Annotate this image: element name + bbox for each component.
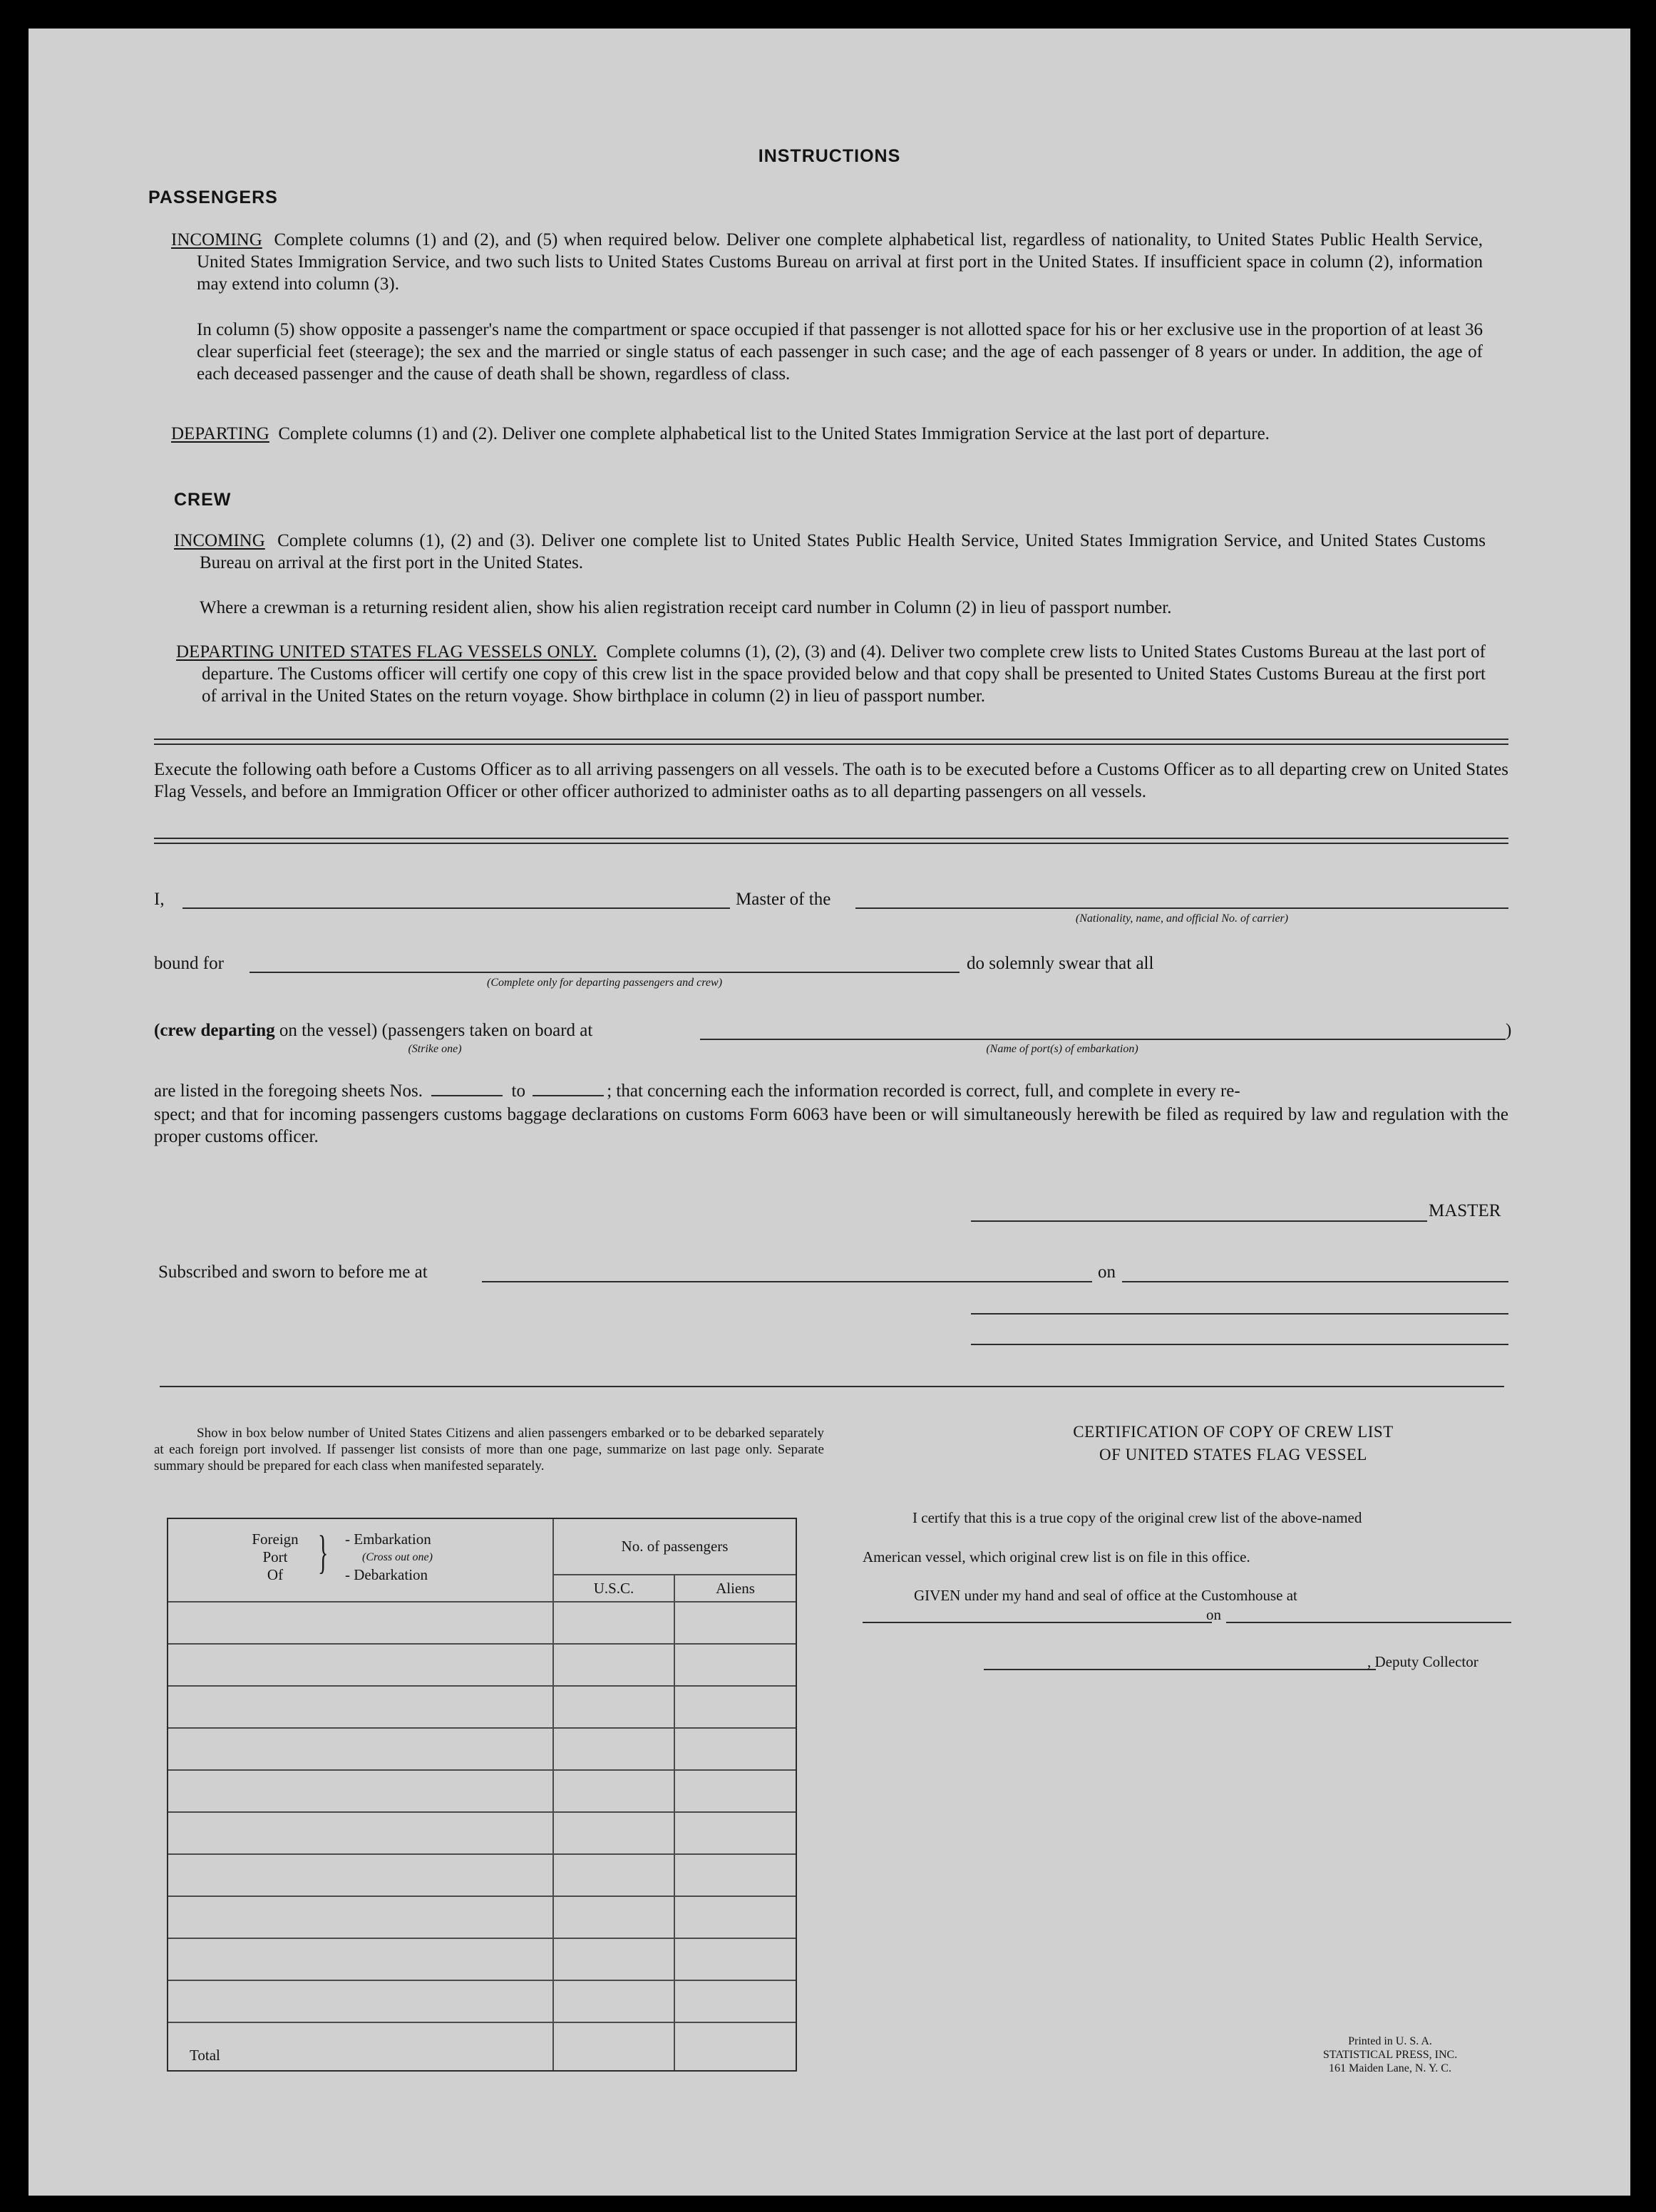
listed-line: [154, 1081, 1508, 1101]
total-usc-cell[interactable]: [553, 2022, 674, 2070]
port-caption: (Name of port(s) of embarkation): [986, 1043, 1138, 1055]
crew-incoming-label: INCOMING: [174, 531, 265, 550]
debarkation-option[interactable]: - Debarkation: [345, 1566, 428, 1583]
crew-departing-text: Complete columns (1), (2), (3) and (4). Deliver two complete crew lists to United States Customs Bureau at the last port of departure. The Customs officer will certify one copy of this crew list in the space provided below and that copy shall be presented to United States Customs Bureau at the first port of arrival in the United States on the return voyage. Show birthplace in column (2) in lieu of passport number.: [202, 642, 1486, 706]
summary-usc-cell[interactable]: [553, 1686, 674, 1728]
total-aliens-cell[interactable]: [674, 2022, 796, 2070]
summary-aliens-cell[interactable]: [674, 1980, 796, 2022]
summary-aliens-cell[interactable]: [674, 1602, 796, 1644]
close-paren: ): [1506, 1021, 1512, 1040]
deputy-collector-label: , Deputy Collector: [1367, 1653, 1478, 1670]
usc-header: U.S.C.: [553, 1575, 674, 1602]
double-rule-bottom: [154, 838, 1508, 844]
certify-line1: I certify that this is a true copy of the original crew list of the above-named: [912, 1509, 1362, 1526]
no-passengers-header: No. of passengers: [553, 1519, 796, 1575]
passengers-departing-text: Complete columns (1) and (2). Deliver one complete alphabetical list to the United States Immigration Service at the last port of departure.: [278, 424, 1270, 443]
summary-port-cell[interactable]: [168, 1686, 553, 1728]
oath-i-label: I,: [154, 890, 165, 909]
summary-port-cell[interactable]: [168, 1812, 553, 1854]
bound-caption: (Complete only for departing passengers and crew): [486, 977, 723, 989]
summary-port-cell[interactable]: [168, 1644, 553, 1686]
summary-aliens-cell[interactable]: [674, 1770, 796, 1812]
certification-on-label: on: [1206, 1606, 1221, 1623]
bound-for-label: bound for: [154, 954, 224, 973]
summary-usc-cell[interactable]: [553, 1854, 674, 1896]
summary-table: [168, 1519, 796, 2070]
master-name-field[interactable]: [182, 907, 730, 909]
certification-title-line1: CERTIFICATION OF COPY OF CREW LIST: [1073, 1423, 1394, 1441]
summary-port-cell[interactable]: [168, 1896, 553, 1938]
crew-heading: CREW: [174, 490, 232, 510]
passengers-incoming-paragraph: [171, 229, 1483, 295]
oath-intro: Execute the following oath before a Customs Officer as to all arriving passengers on all vessels. The oath is to be executed before a Customs Officer as to all departing crew on United States Flag Vessels, and before an Immigration Officer or other officer authorized to administer oaths as to all departing passengers on all vessels.: [154, 760, 1508, 801]
passengers-departing-label: DEPARTING: [171, 424, 269, 443]
summary-box: [167, 1518, 797, 2072]
summary-aliens-cell[interactable]: [674, 1854, 796, 1896]
carrier-field[interactable]: [855, 907, 1508, 909]
printer-line2: STATISTICAL PRESS, INC.: [1322, 2049, 1458, 2061]
port-label: Port: [262, 1548, 288, 1565]
summary-aliens-cell[interactable]: [674, 1686, 796, 1728]
deputy-signature-field[interactable]: [984, 1669, 1376, 1670]
master-label: MASTER: [1429, 1201, 1501, 1220]
foreign-label: Foreign: [252, 1531, 299, 1548]
aliens-header: Aliens: [674, 1575, 796, 1602]
summary-port-cell[interactable]: [168, 1728, 553, 1770]
subscribed-on-label: on: [1098, 1262, 1116, 1282]
summary-usc-cell[interactable]: [553, 1812, 674, 1854]
summary-instructions: Show in box below number of United States Citizens and alien passengers embarked or to be debarked separately at each foreign port involved. If passenger list consists of more than one page, summarize on last page only. Separate summary should be prepared for each class when manifested separately.: [154, 1426, 824, 1473]
officer-signature-field[interactable]: [971, 1313, 1508, 1315]
certification-title-line2: OF UNITED STATES FLAG VESSEL: [1099, 1446, 1367, 1463]
certification-date-field[interactable]: [1226, 1622, 1511, 1623]
summary-port-cell[interactable]: [168, 1938, 553, 1980]
sheet-to-field[interactable]: [533, 1082, 604, 1096]
summary-usc-cell[interactable]: [553, 1980, 674, 2022]
summary-aliens-cell[interactable]: [674, 1938, 796, 1980]
crew-departing-paragraph: [176, 641, 1486, 707]
summary-usc-cell[interactable]: [553, 1644, 674, 1686]
summary-port-cell[interactable]: [168, 1770, 553, 1812]
carrier-caption: (Nationality, name, and official No. of carrier): [1075, 912, 1289, 925]
passengers-taken-option[interactable]: (passengers taken on board at: [381, 1021, 593, 1040]
passengers-departing-paragraph: [171, 423, 1483, 445]
listed-pre-text: are listed in the foregoing sheets Nos.: [154, 1081, 423, 1101]
summary-port-cell[interactable]: [168, 1854, 553, 1896]
listed-rest-text: spect; and that for incoming passengers customs baggage declarations on customs Form 6063 have been or will simultaneously herewith be filed as required by law and regulation with the proper customs officer.: [154, 1105, 1508, 1146]
certification-title: [970, 1421, 1497, 1466]
summary-aliens-cell[interactable]: [674, 1812, 796, 1854]
double-rule-top: [154, 739, 1508, 745]
brace-glyph: }: [318, 1526, 329, 1578]
passengers-incoming-label: INCOMING: [171, 230, 262, 250]
printer-line1: Printed in U. S. A.: [1348, 2035, 1432, 2047]
crew-departing-label: DEPARTING UNITED STATES FLAG VESSELS ONLY.: [176, 642, 597, 662]
summary-usc-cell[interactable]: [553, 1728, 674, 1770]
summary-port-cell[interactable]: [168, 1980, 553, 2022]
section-separator: [160, 1386, 1504, 1387]
crew-incoming-text: Complete columns (1), (2) and (3). Deliver one complete list to United States Public Health Service, United States Immigration Service, and United States Customs Bureau on arrival at the first port in the United States.: [200, 531, 1486, 572]
port-header-cell: [168, 1519, 553, 1602]
summary-aliens-cell[interactable]: [674, 1728, 796, 1770]
bound-for-field[interactable]: [250, 972, 960, 973]
summary-aliens-cell[interactable]: [674, 1644, 796, 1686]
of-label: Of: [267, 1566, 284, 1583]
instructions-title: INSTRUCTIONS: [758, 146, 901, 166]
subscribed-label: Subscribed and sworn to before me at: [158, 1262, 428, 1282]
subscribed-date-field[interactable]: [1122, 1281, 1508, 1282]
master-signature-field[interactable]: [971, 1220, 1427, 1222]
swear-label: do solemnly swear that all: [967, 954, 1154, 973]
summary-port-cell[interactable]: [168, 1602, 553, 1644]
summary-usc-cell[interactable]: [553, 1770, 674, 1812]
strike-caption: (Strike one): [408, 1043, 462, 1055]
crew-resident-paragraph: Where a crewman is a returning resident alien, show his alien registration receipt card number in Column (2) in lieu of passport number.: [200, 598, 1172, 617]
passengers-incoming-text: Complete columns (1) and (2), and (5) when required below. Deliver one complete alphabetical list, regardless of nationality, to United States Public Health Service, United States Immigration Service, and two such lists to United States Customs Bureau on arrival at first port in the United States. If insufficient space in column (2), information may extend into column (3).: [197, 230, 1483, 294]
on-the-vessel-text: on the vessel): [279, 1021, 378, 1040]
sheet-from-field[interactable]: [431, 1082, 503, 1096]
crew-passengers-line: [154, 1021, 592, 1041]
given-line: GIVEN under my hand and seal of office at the Customhouse at: [914, 1587, 1297, 1604]
listed-to-text: to: [511, 1081, 525, 1101]
summary-usc-cell[interactable]: [553, 1938, 674, 1980]
summary-usc-cell[interactable]: [553, 1602, 674, 1644]
officer-title-field[interactable]: [971, 1344, 1508, 1345]
document-sheet: [29, 29, 1630, 2196]
embarkation-option[interactable]: - Embarkation: [345, 1531, 431, 1548]
printer-imprint: [1283, 2034, 1497, 2075]
listed-post-text: ; that concerning each the information recorded is correct, full, and complete in every re-: [607, 1081, 1240, 1101]
summary-usc-cell[interactable]: [553, 1896, 674, 1938]
crew-departing-option[interactable]: (crew departing: [154, 1021, 275, 1040]
master-of-the-label: Master of the: [736, 890, 831, 909]
customhouse-field[interactable]: [863, 1622, 1212, 1623]
printer-line3: 161 Maiden Lane, N. Y. C.: [1329, 2062, 1451, 2074]
embarkation-port-field[interactable]: [700, 1039, 1506, 1040]
total-label: Total: [168, 2022, 553, 2070]
cross-out-caption: (Cross out one): [362, 1551, 433, 1563]
crew-incoming-paragraph: [174, 530, 1486, 574]
certify-line2: American vessel, which original crew list is on file in this office.: [863, 1548, 1250, 1565]
column5-paragraph: In column (5) show opposite a passenger's name the compartment or space occupied if that passenger is not allotted space for his or her exclusive use in the proportion of at least 36 clear superficial feet (steerage); the sex and the married or single status of each passenger in such case; and the age of each passenger of 8 years or under. In addition, the age of each deceased passenger and the cause of death shall be shown, regardless of class.: [197, 320, 1483, 384]
subscribed-place-field[interactable]: [482, 1281, 1092, 1282]
passengers-heading: PASSENGERS: [148, 187, 278, 207]
summary-aliens-cell[interactable]: [674, 1896, 796, 1938]
